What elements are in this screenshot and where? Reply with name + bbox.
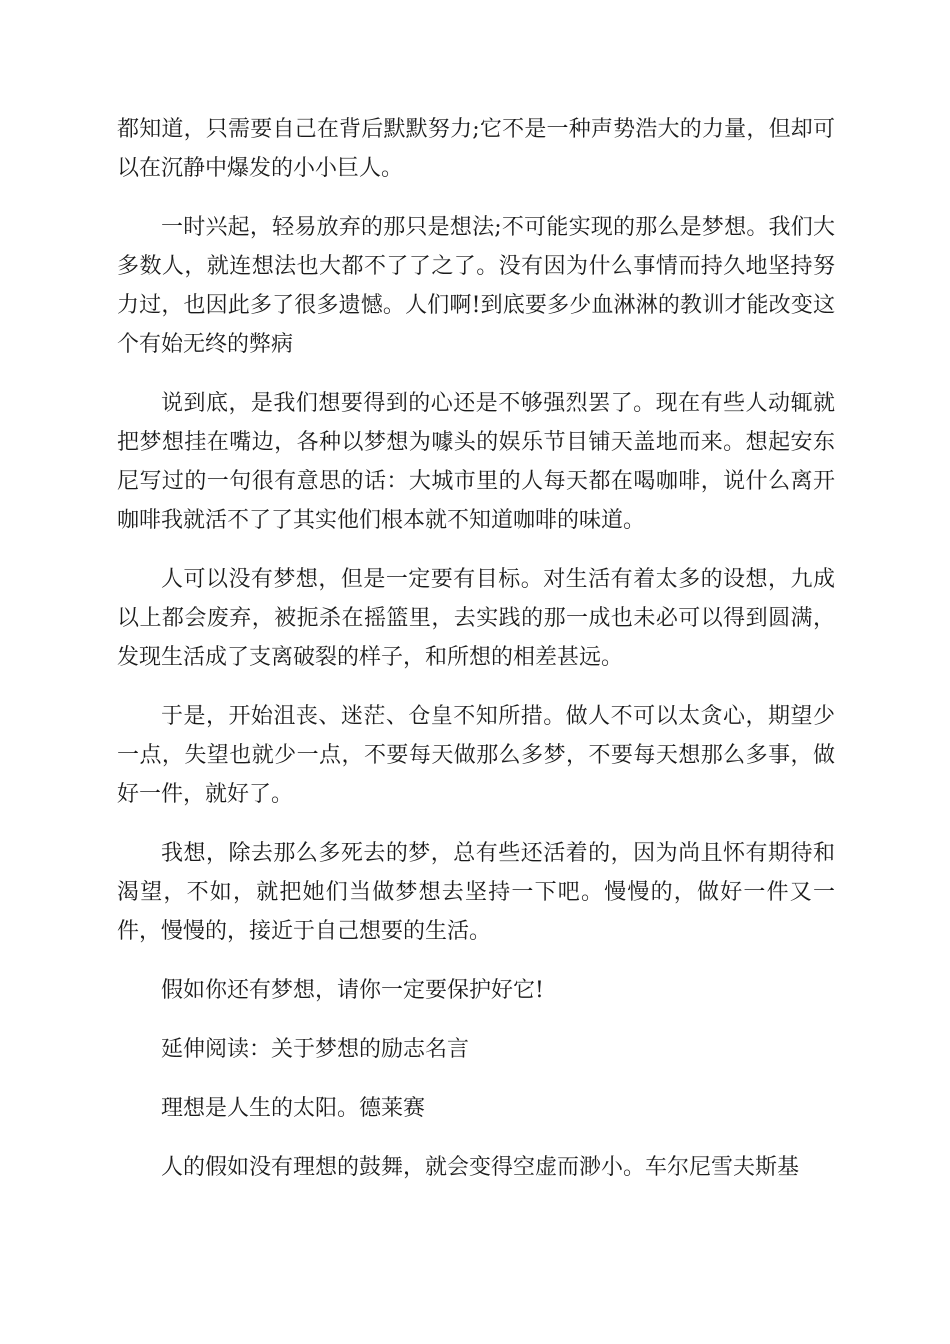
- quote: 理想是人生的太阳。德莱赛: [161, 1096, 426, 1121]
- paragraph: 一时兴起，轻易放弃的那只是想法;不可能实现的那么是梦想。我们大多数人，就连想法也大都不了了之了。没有因为什么事情而持久地坚持努力过，也因此多了很多遗憾。人们啊!到底要多少血淋淋的教训才能改变这个有始无终的弊病: [117, 215, 835, 357]
- quote: 人的假如没有理想的鼓舞，就会变得空虚而渺小。车尔尼雪夫斯基: [161, 1155, 800, 1180]
- paragraph: 于是，开始沮丧、迷茫、仓皇不知所措。做人不可以太贪心，期望少一点，失望也就少一点，不要每天做那么多梦，不要每天想那么多事，做好一件，就好了。: [117, 704, 835, 807]
- paragraph: 我想，除去那么多死去的梦，总有些还活着的，因为尚且怀有期待和渴望，不如，就把她们当做梦想去坚持一下吧。慢慢的，做好一件又一件，慢慢的，接近于自己想要的生活。: [117, 841, 835, 944]
- paragraph: 说到底，是我们想要得到的心还是不够强烈罢了。现在有些人动辄就把梦想挂在嘴边，各种以梦想为噱头的娱乐节目铺天盖地而来。想起安东尼写过的一句很有意思的话：大城市里的人每天都在喝咖啡，说什么离开咖啡我就活不了了其实他们根本就不知道咖啡的味道。: [117, 391, 835, 533]
- paragraph: 假如你还有梦想，请你一定要保护好它!: [161, 978, 544, 1003]
- section-heading: 延伸阅读：关于梦想的励志名言: [161, 1037, 470, 1062]
- paragraph: 都知道，只需要自己在背后默默努力;它不是一种声势浩大的力量，但却可以在沉静中爆发的小小巨人。: [117, 117, 835, 181]
- paragraph: 人可以没有梦想，但是一定要有目标。对生活有着太多的设想，九成以上都会废弃，被扼杀在摇篮里，去实践的那一成也未必可以得到圆满，发现生活成了支离破裂的样子，和所想的相差甚远。: [117, 567, 835, 670]
- document-body: [117, 110, 835, 1207]
